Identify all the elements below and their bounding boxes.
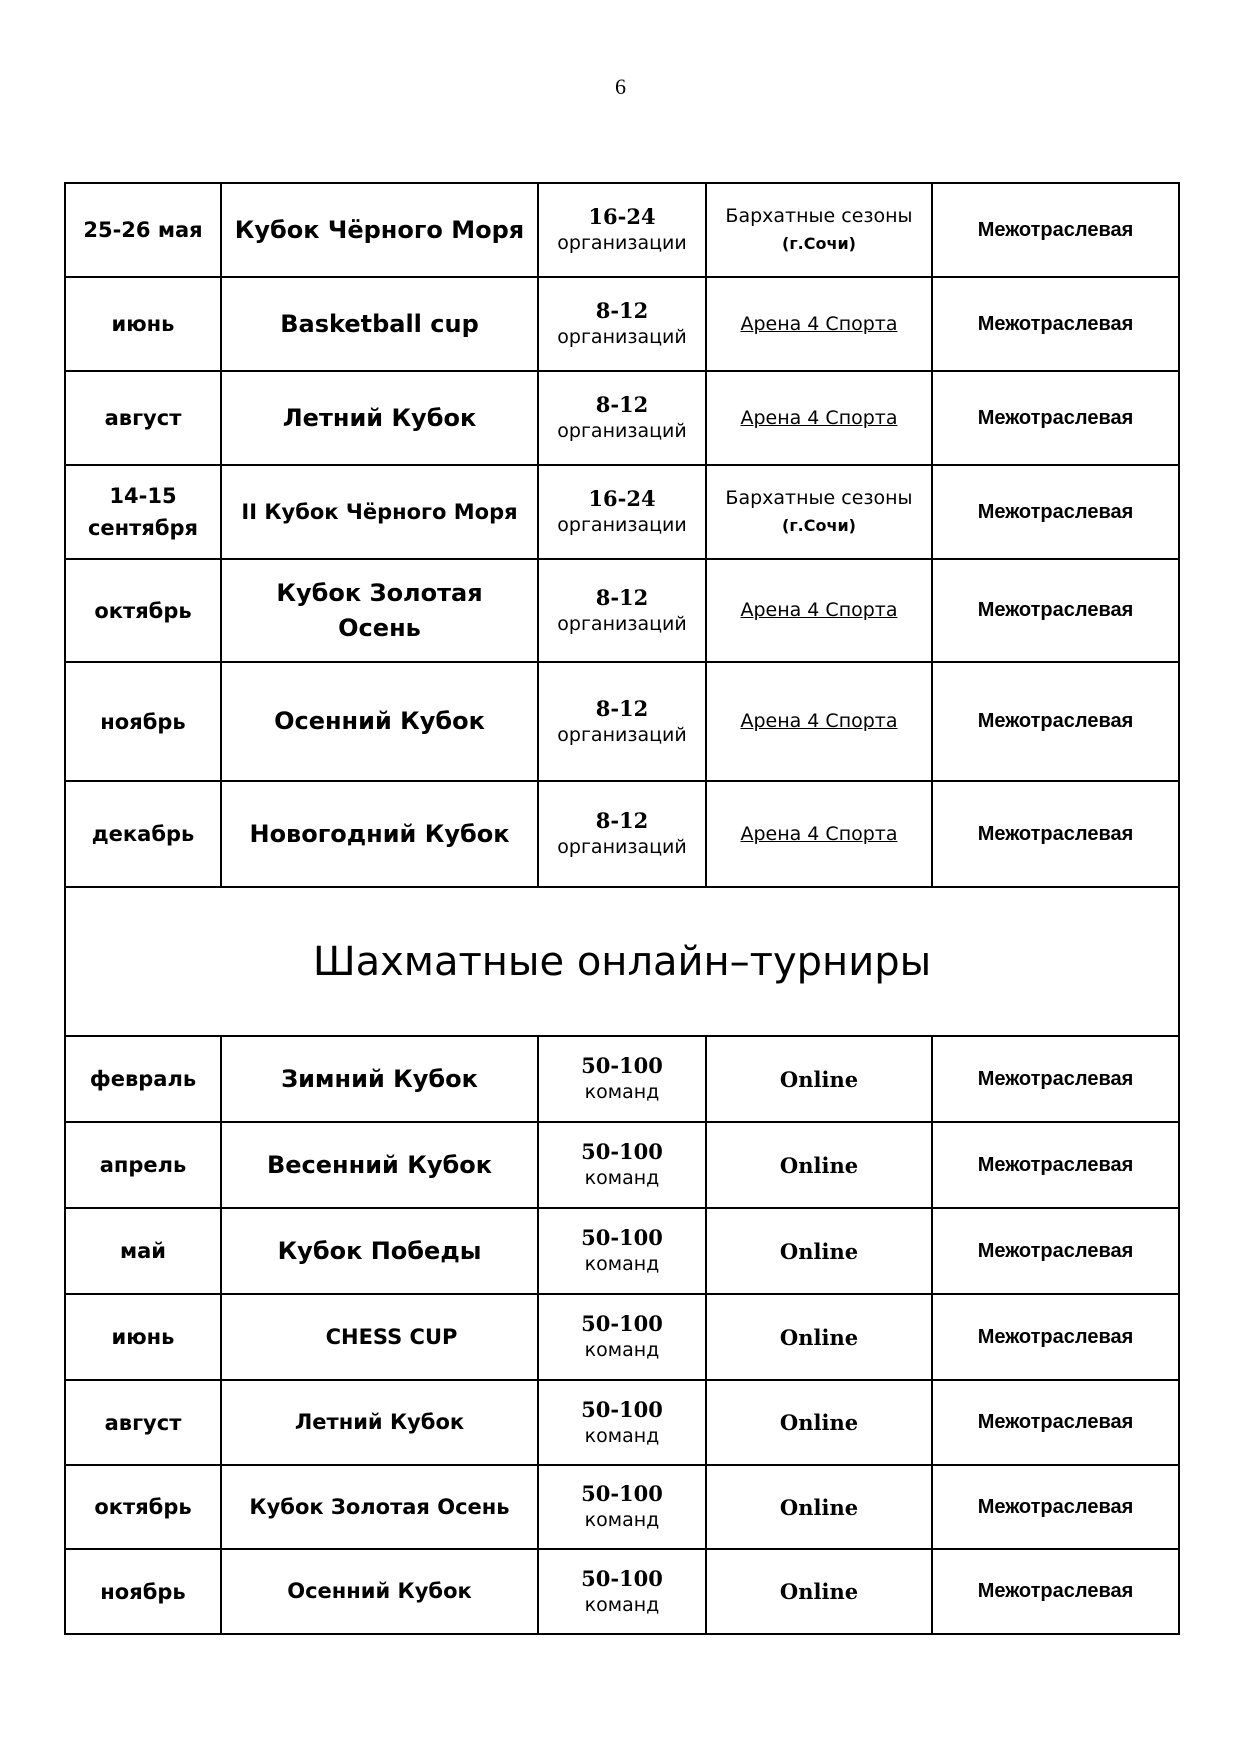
- participants-count: 8-12: [595, 298, 649, 323]
- table-row: [65, 1380, 1179, 1465]
- participants-unit: организаций: [557, 723, 687, 746]
- participants-cell: [538, 1294, 706, 1380]
- event-name: Летний Кубок: [221, 1380, 538, 1465]
- participants-count: 8-12: [595, 695, 649, 721]
- participants-cell: [538, 371, 706, 465]
- events-table: [64, 182, 1180, 1635]
- participants-unit: организаций: [557, 836, 687, 858]
- participants-count: 50-100: [581, 1139, 663, 1164]
- participants-cell: [538, 1208, 706, 1294]
- event-name: Осенний Кубок: [221, 1549, 538, 1634]
- participants-count: 8-12: [595, 392, 649, 417]
- participants-cell: [538, 465, 706, 559]
- table-row: [65, 465, 1179, 559]
- event-name: Кубок Золотая Осень: [221, 1465, 538, 1549]
- participants-count: 50-100: [581, 1481, 663, 1506]
- event-name: Кубок Золотая Осень: [221, 559, 538, 662]
- event-type: Межотраслевая: [932, 1549, 1179, 1634]
- participants-cell: [538, 1122, 706, 1208]
- table-row: [65, 1208, 1179, 1294]
- participants-count: 8-12: [595, 808, 649, 833]
- event-date: октябрь: [65, 559, 221, 662]
- table-row: [65, 1122, 1179, 1208]
- participants-unit: организаций: [557, 326, 687, 348]
- participants-cell: [538, 1465, 706, 1549]
- venue-cell: [706, 183, 932, 277]
- participants-cell: [538, 183, 706, 277]
- participants-cell: [538, 277, 706, 371]
- event-date: июнь: [65, 277, 221, 371]
- event-type: Межотраслевая: [932, 559, 1179, 662]
- participants-unit: организации: [557, 232, 687, 254]
- venue-online: Online: [706, 1380, 932, 1465]
- table-row: [65, 1465, 1179, 1549]
- event-type: Межотраслевая: [932, 1294, 1179, 1380]
- participants-count: 50-100: [581, 1565, 663, 1591]
- event-name: Весенний Кубок: [221, 1122, 538, 1208]
- table-row: [65, 559, 1179, 662]
- event-name: Basketball cup: [221, 277, 538, 371]
- venue-city: (г.Сочи): [782, 234, 856, 253]
- venue-cell: [706, 465, 932, 559]
- participants-cell: [538, 781, 706, 887]
- event-date: декабрь: [65, 781, 221, 887]
- event-name: Кубок Чёрного Моря: [221, 183, 538, 277]
- event-type: Межотраслевая: [932, 183, 1179, 277]
- participants-count: 50-100: [581, 1225, 663, 1250]
- table-row: [65, 1294, 1179, 1380]
- participants-count: 50-100: [581, 1311, 663, 1336]
- venue-online: Online: [706, 1208, 932, 1294]
- participants-unit: команд: [584, 1424, 660, 1447]
- event-name: CHESS CUP: [221, 1294, 538, 1380]
- event-type: Межотраслевая: [932, 465, 1179, 559]
- table-row: [65, 781, 1179, 887]
- table-row: [65, 277, 1179, 371]
- venue-name: Бархатные сезоны: [725, 205, 913, 227]
- event-type: Межотраслевая: [932, 1208, 1179, 1294]
- event-date: февраль: [65, 1036, 221, 1122]
- event-date: апрель: [65, 1122, 221, 1208]
- venue-link[interactable]: Арена 4 Спорта: [706, 277, 932, 371]
- page-number: 6: [615, 74, 626, 99]
- venue-online: Online: [706, 1294, 932, 1380]
- venue-name: Бархатные сезоны: [725, 487, 913, 509]
- participants-count: 16-24: [588, 486, 656, 511]
- event-type: Межотраслевая: [932, 1122, 1179, 1208]
- participants-cell: [538, 662, 706, 781]
- participants-unit: команд: [584, 1339, 660, 1361]
- event-name: Новогодний Кубок: [221, 781, 538, 887]
- participants-unit: организации: [557, 514, 687, 536]
- table-row: [65, 1036, 1179, 1122]
- participants-unit: команд: [584, 1253, 660, 1275]
- venue-online: Online: [706, 1549, 932, 1634]
- participants-count: 8-12: [595, 584, 649, 610]
- event-name: Зимний Кубок: [221, 1036, 538, 1122]
- event-name: Летний Кубок: [221, 371, 538, 465]
- event-date: октябрь: [65, 1465, 221, 1549]
- participants-count: 50-100: [581, 1396, 663, 1422]
- section-header-row: [65, 887, 1179, 1036]
- participants-unit: организаций: [557, 420, 687, 442]
- table-row: [65, 371, 1179, 465]
- participants-cell: [538, 1380, 706, 1465]
- participants-cell: [538, 1549, 706, 1634]
- participants-count: 16-24: [588, 204, 656, 229]
- event-name: II Кубок Чёрного Моря: [221, 465, 538, 559]
- event-date: июнь: [65, 1294, 221, 1380]
- event-date: август: [65, 1380, 221, 1465]
- event-date: май: [65, 1208, 221, 1294]
- participants-unit: организаций: [557, 612, 687, 635]
- event-date: 14-15 сентября: [65, 465, 221, 559]
- event-date: ноябрь: [65, 662, 221, 781]
- event-type: Межотраслевая: [932, 277, 1179, 371]
- event-type: Межотраслевая: [932, 1380, 1179, 1465]
- section-title: Шахматные онлайн–турниры: [65, 887, 1179, 1036]
- table-row: [65, 1549, 1179, 1634]
- venue-city: (г.Сочи): [782, 516, 856, 535]
- event-type: Межотраслевая: [932, 1036, 1179, 1122]
- participants-unit: команд: [584, 1167, 660, 1189]
- event-name: Осенний Кубок: [221, 662, 538, 781]
- event-date: ноябрь: [65, 1549, 221, 1634]
- table-row: [65, 183, 1179, 277]
- table-row: [65, 662, 1179, 781]
- participants-unit: команд: [584, 1081, 660, 1103]
- participants-cell: [538, 559, 706, 662]
- venue-online: Online: [706, 1122, 932, 1208]
- venue-online: Online: [706, 1036, 932, 1122]
- venue-online: Online: [706, 1465, 932, 1549]
- event-type: Межотраслевая: [932, 781, 1179, 887]
- event-type: Межотраслевая: [932, 371, 1179, 465]
- event-name: Кубок Победы: [221, 1208, 538, 1294]
- participants-unit: команд: [584, 1593, 660, 1616]
- event-date: август: [65, 371, 221, 465]
- venue-link[interactable]: Арена 4 Спорта: [706, 559, 932, 662]
- venue-link[interactable]: Арена 4 Спорта: [706, 662, 932, 781]
- event-type: Межотраслевая: [932, 1465, 1179, 1549]
- participants-cell: [538, 1036, 706, 1122]
- participants-unit: команд: [584, 1509, 660, 1531]
- event-type: Межотраслевая: [932, 662, 1179, 781]
- event-date: 25-26 мая: [65, 183, 221, 277]
- venue-link[interactable]: Арена 4 Спорта: [706, 781, 932, 887]
- venue-link[interactable]: Арена 4 Спорта: [706, 371, 932, 465]
- participants-count: 50-100: [581, 1053, 663, 1078]
